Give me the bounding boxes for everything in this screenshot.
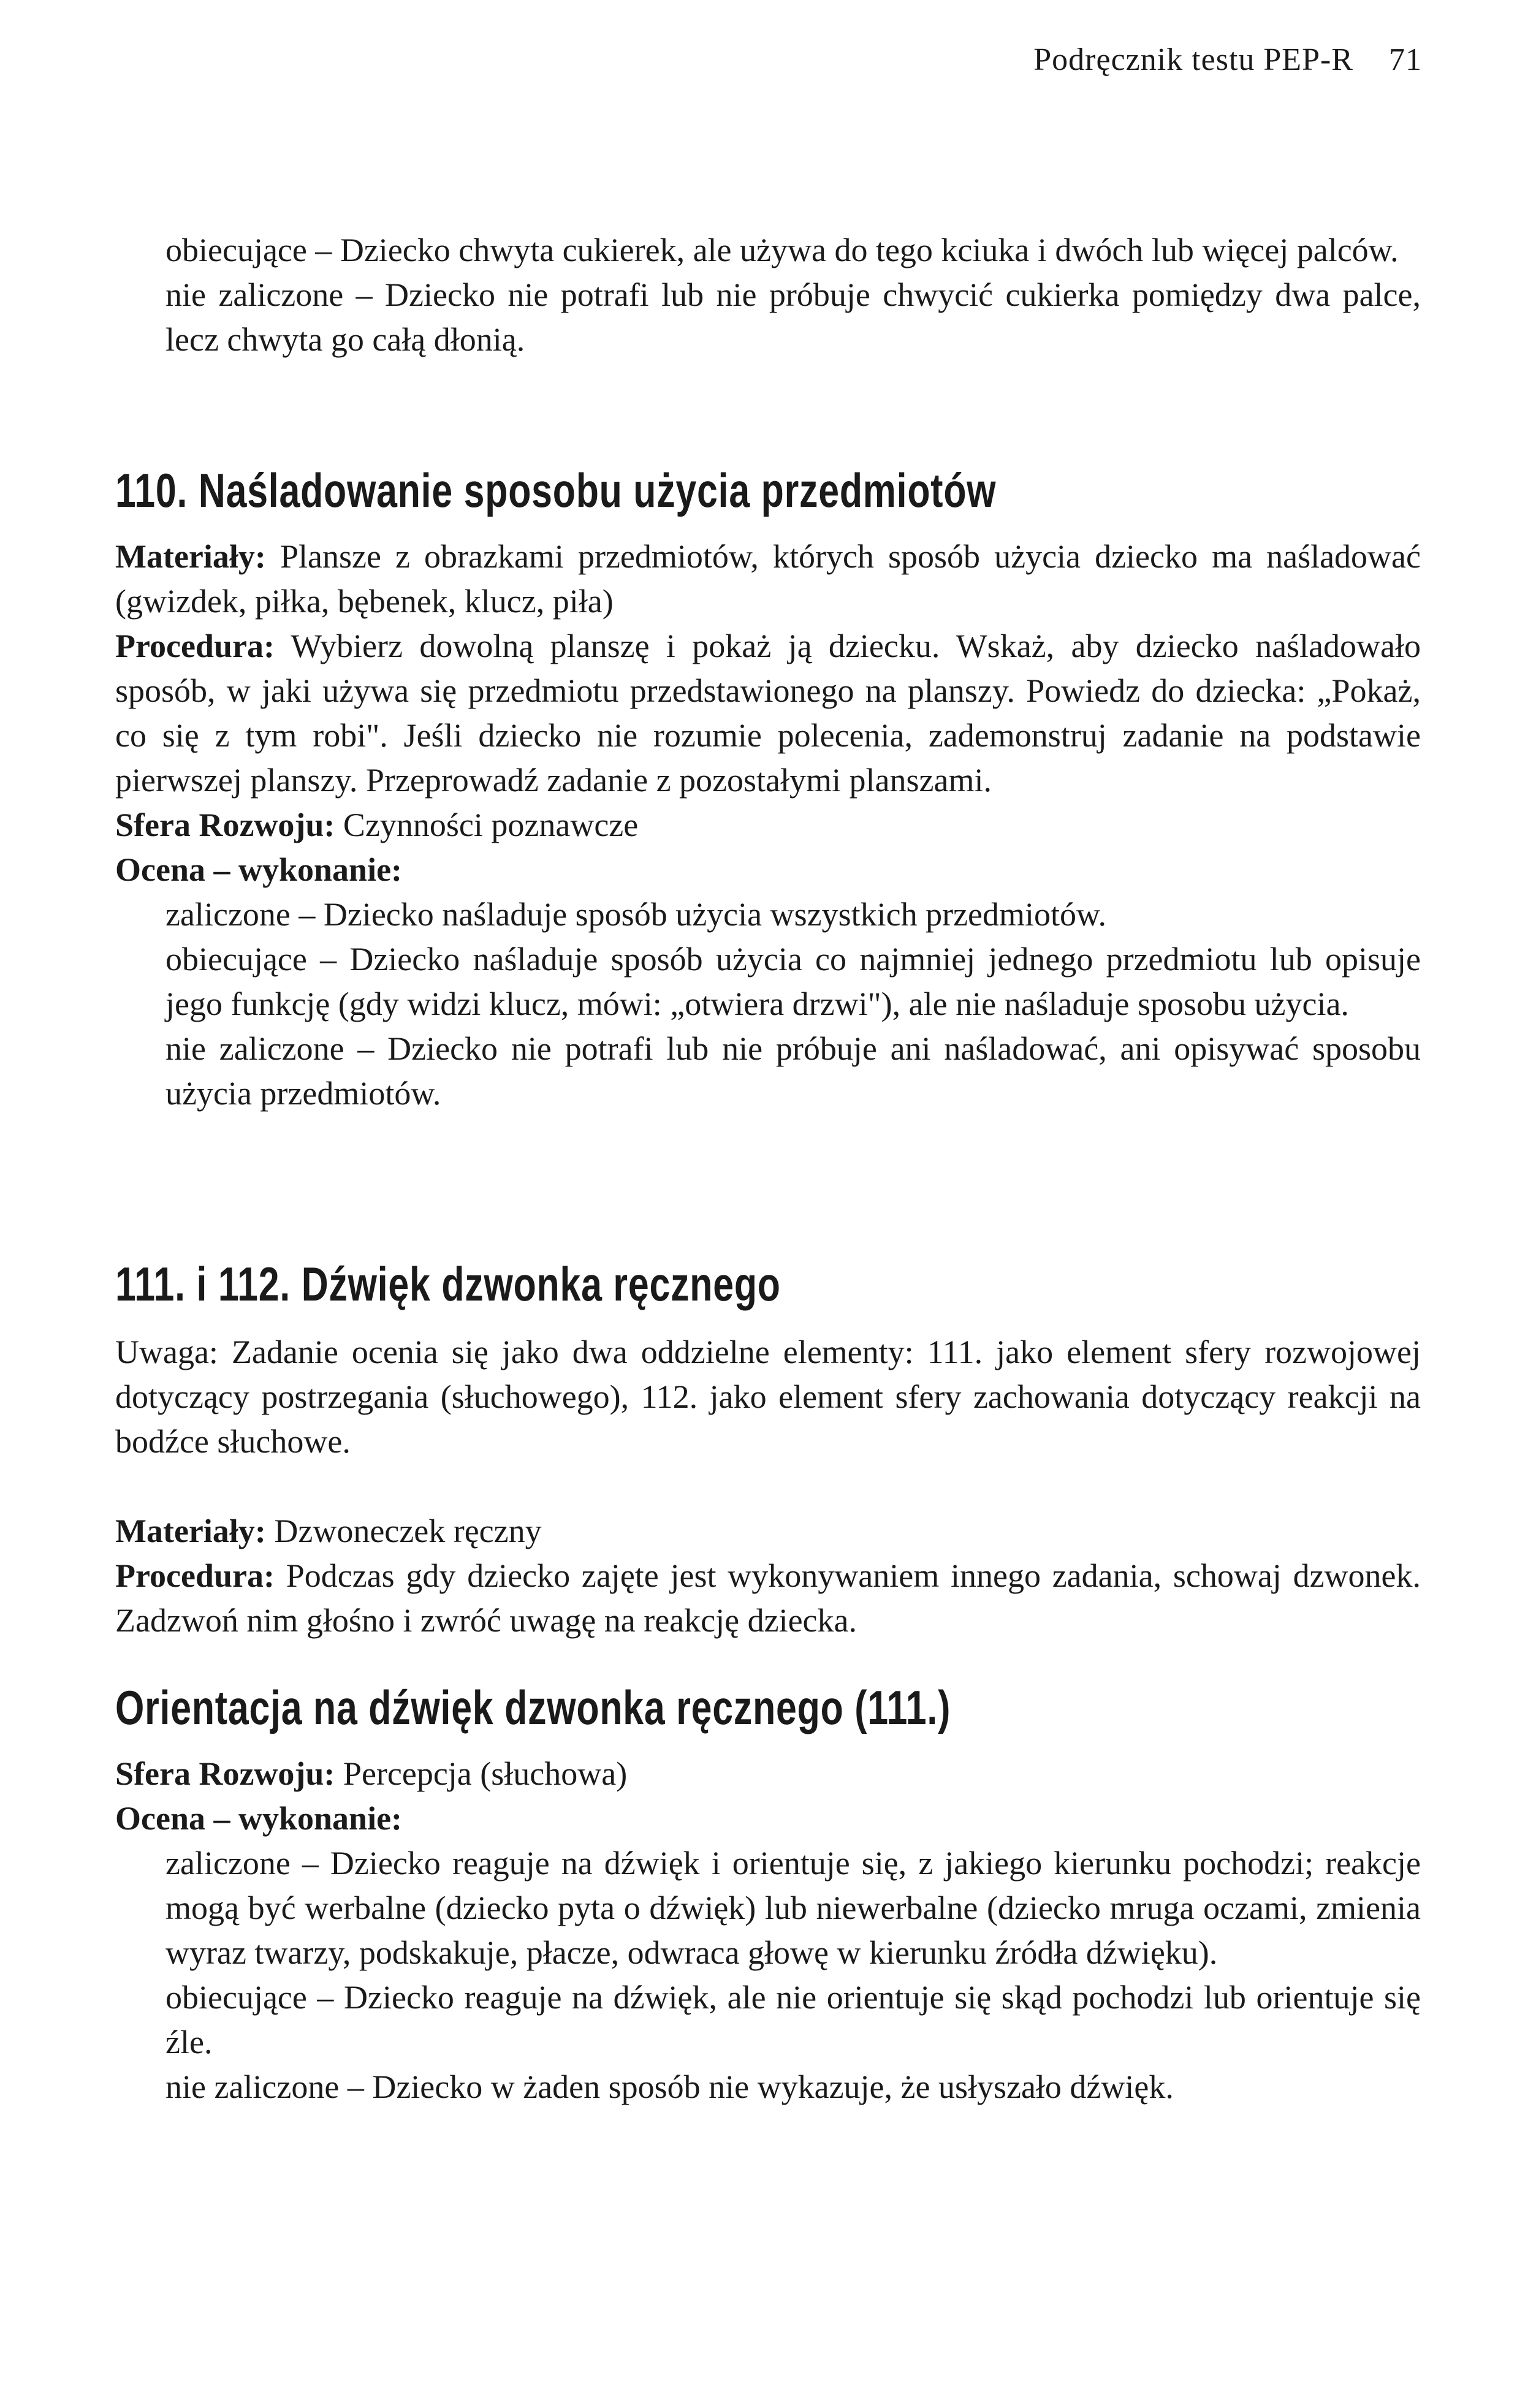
uwaga-text: Uwaga: Zadanie ocenia się jako dwa oddzielne elementy: 111. jako element sfery rozwojowej dotyczący postrzegania (słuchowego), 112. jako element sfery zachowania dotyczący reakcji na bodźce słuchowe. <box>115 1334 1421 1460</box>
item-111-sfera <box>115 1752 1421 1796</box>
sfera-text: Czynności poznawcze <box>343 807 639 843</box>
sfera-text: Percepcja (słuchowa) <box>343 1755 628 1792</box>
item-110-scoring <box>115 892 1421 1116</box>
item-110-materialy <box>115 534 1421 624</box>
ocena-label: Ocena – wykonanie: <box>115 851 403 888</box>
materialy-label: Materiały: <box>115 538 266 575</box>
running-title: Podręcznik testu PEP-R <box>1033 42 1353 77</box>
procedura-label: Procedura: <box>115 1557 275 1594</box>
intro-obiecujace: obiecujące – Dziecko chwyta cukierek, ale używa do tego kciuka i dwóch lub więcej palców. <box>165 232 1399 268</box>
procedura-label: Procedura: <box>115 628 275 664</box>
running-header <box>1033 42 1422 78</box>
page-number: 71 <box>1389 42 1422 77</box>
item-111-112-materialy <box>115 1509 1421 1554</box>
item-111-heading: Orientacja na dźwięk dzwonka ręcznego (111.) <box>115 1681 951 1734</box>
item-110-body <box>115 534 1421 1116</box>
materialy-text: Plansze z obrazkami przedmiotów, których sposób użycia dziecko ma naśladować (gwizdek, piłka, bębenek, klucz, piła) <box>115 538 1421 620</box>
item-110-procedura <box>115 624 1421 803</box>
intro-scoring <box>115 228 1421 362</box>
item-111-scoring <box>115 1841 1421 2110</box>
item-111-zaliczone: zaliczone – Dziecko reaguje na dźwięk i orientuje się, z jakiego kierunku pochodzi; reakcje mogą być werbalne (dziecko pyta o dźwięk) lub niewerbalne (dziecko mruga oczami, zmienia wyraz twarzy, podskakuje, płacze, odwraca głowę w kierunku źródła dźwięku). <box>165 1845 1421 1971</box>
procedura-text: Podczas gdy dziecko zajęte jest wykonywaniem innego zadania, schowaj dzwonek. Zadzwoń nim głośno i zwróć uwagę na reakcję dziecka. <box>115 1557 1421 1639</box>
item-111-nie-zaliczone: nie zaliczone – Dziecko w żaden sposób nie wykazuje, że usłyszało dźwięk. <box>165 2068 1174 2105</box>
sfera-label: Sfera Rozwoju: <box>115 807 335 843</box>
item-111-112-heading: 111. i 112. Dźwięk dzwonka ręcznego <box>115 1257 781 1311</box>
item-110-sfera <box>115 803 1421 848</box>
item-111-112-body <box>115 1330 1421 1643</box>
materialy-text: Dzwoneczek ręczny <box>274 1513 542 1549</box>
item-111-body <box>115 1752 1421 2110</box>
procedura-text: Wybierz dowolną planszę i pokaż ją dziecku. Wskaż, aby dziecko naśladowało sposób, w jaki używa się przedmiotu przedstawionego na planszy. Powiedz do dziecka: „Pokaż, co się z tym robi". Jeśli dziecko nie rozumie polecenia, zademonstruj zadanie na podstawie pierwszej planszy. Przeprowadź zadanie z pozostałymi planszami. <box>115 628 1421 799</box>
item-110-obiecujace: obiecujące – Dziecko naśladuje sposób użycia co najmniej jednego przedmiotu lub opisuje jego funkcję (gdy widzi klucz, mówi: „otwiera drzwi"), ale nie naśladuje sposobu użycia. <box>165 941 1421 1022</box>
item-111-obiecujace: obiecujące – Dziecko reaguje na dźwięk, ale nie orientuje się skąd pochodzi lub orientuje się źle. <box>165 1979 1421 2060</box>
item-111-112-procedura <box>115 1554 1421 1643</box>
sfera-label: Sfera Rozwoju: <box>115 1755 335 1792</box>
item-110-nie-zaliczone: nie zaliczone – Dziecko nie potrafi lub nie próbuje ani naśladować, ani opisywać sposobu użycia przedmiotów. <box>165 1030 1421 1112</box>
item-110-zaliczone: zaliczone – Dziecko naśladuje sposób użycia wszystkich przedmiotów. <box>165 896 1106 933</box>
materialy-label: Materiały: <box>115 1513 266 1549</box>
ocena-label: Ocena – wykonanie: <box>115 1800 403 1837</box>
intro-nie-zaliczone: nie zaliczone – Dziecko nie potrafi lub nie próbuje chwycić cukierka pomiędzy dwa palce, lecz chwyta go całą dłonią. <box>165 276 1421 358</box>
item-110-heading: 110. Naśladowanie sposobu użycia przedmiotów <box>115 463 997 517</box>
